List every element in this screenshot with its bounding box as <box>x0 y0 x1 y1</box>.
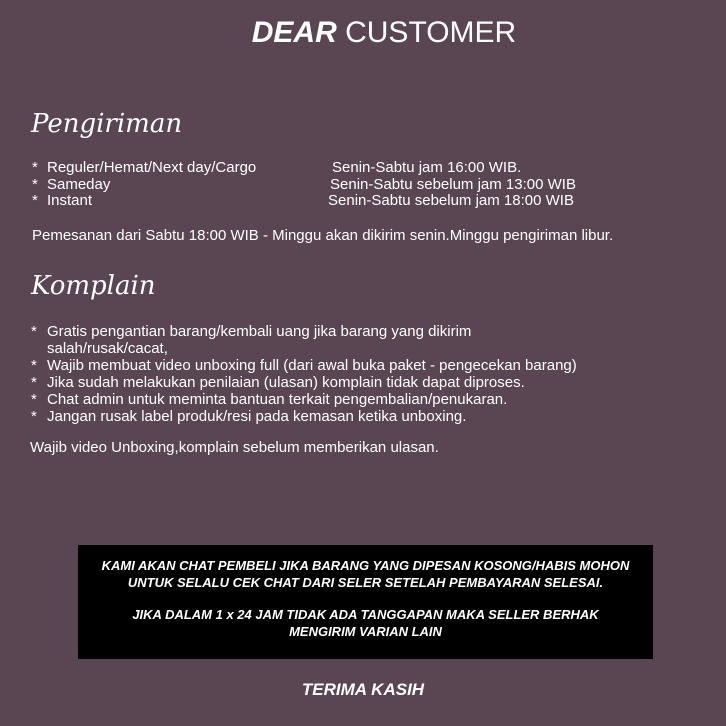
bullet: * <box>32 175 38 193</box>
shipping-note: Pemesanan dari Sabtu 18:00 WIB - Minggu akan dikirim senin.Minggu pengiriman libur. <box>32 227 614 244</box>
notice-box <box>78 545 653 659</box>
shipping-schedule: Senin-Sabtu sebelum jam 13:00 WIB <box>330 175 576 193</box>
bullet: * <box>31 391 37 408</box>
list-item <box>31 323 671 357</box>
complaint-text: Chat admin untuk meminta bantuan terkait pengembalian/penukaran. <box>47 391 508 408</box>
list-item <box>31 408 671 425</box>
bullet: * <box>31 408 37 425</box>
complaint-note: Wajib video Unboxing,komplain sebelum memberikan ulasan. <box>30 439 439 456</box>
page-title-rest: CUSTOMER <box>336 16 517 49</box>
notice-paragraph: KAMI AKAN CHAT PEMBELI JIKA BARANG YANG DIPESAN KOSONG/HABIS MOHON UNTUK SELALU CEK CHAT DARI SELER SETELAH PEMBAYARAN SELESAI. <box>101 558 630 590</box>
thanks-text: TERIMA KASIH <box>301 680 425 699</box>
shipping-schedule: Senin-Sabtu sebelum jam 18:00 WIB <box>328 192 574 209</box>
list-item <box>31 357 671 374</box>
list-item <box>31 391 671 408</box>
complaint-text: Jangan rusak label produk/resi pada kemasan ketika unboxing. <box>47 408 467 425</box>
bullet: * <box>32 192 38 209</box>
shipping-heading: Pengiriman <box>31 109 183 139</box>
complaint-text: Jika sudah melakukan penilaian (ulasan) komplain tidak dapat diproses. <box>47 374 525 391</box>
notice-paragraph: JIKA DALAM 1 x 24 JAM TIDAK ADA TANGGAPAN MAKA SELLER BERHAK MENGIRIM VARIAN LAIN <box>132 607 599 639</box>
page-title <box>0 15 726 51</box>
shipping-schedule: Senin-Sabtu jam 16:00 WIB. <box>332 159 522 176</box>
bullet: * <box>31 374 37 391</box>
bullet: * <box>31 357 37 374</box>
page-title-strong: DEAR <box>251 16 337 49</box>
shipping-list <box>32 160 672 210</box>
complaint-heading: Komplain <box>31 271 156 301</box>
bullet: * <box>32 159 38 176</box>
complaint-list <box>31 323 671 425</box>
complaint-text: Gratis pengantian barang/kembali uang jika barang yang dikirim salah/rusak/cacat, <box>47 323 472 357</box>
complaint-text: Wajib membuat video unboxing full (dari awal buka paket - pengecekan barang) <box>47 357 577 374</box>
shipping-service: Sameday <box>47 175 111 193</box>
list-item <box>32 193 672 210</box>
list-item <box>31 374 671 391</box>
shipping-service: Instant <box>47 192 93 209</box>
bullet: * <box>31 323 37 340</box>
list-item <box>32 177 672 194</box>
shipping-service: Reguler/Hemat/Next day/Cargo <box>47 159 257 176</box>
list-item <box>32 160 672 177</box>
